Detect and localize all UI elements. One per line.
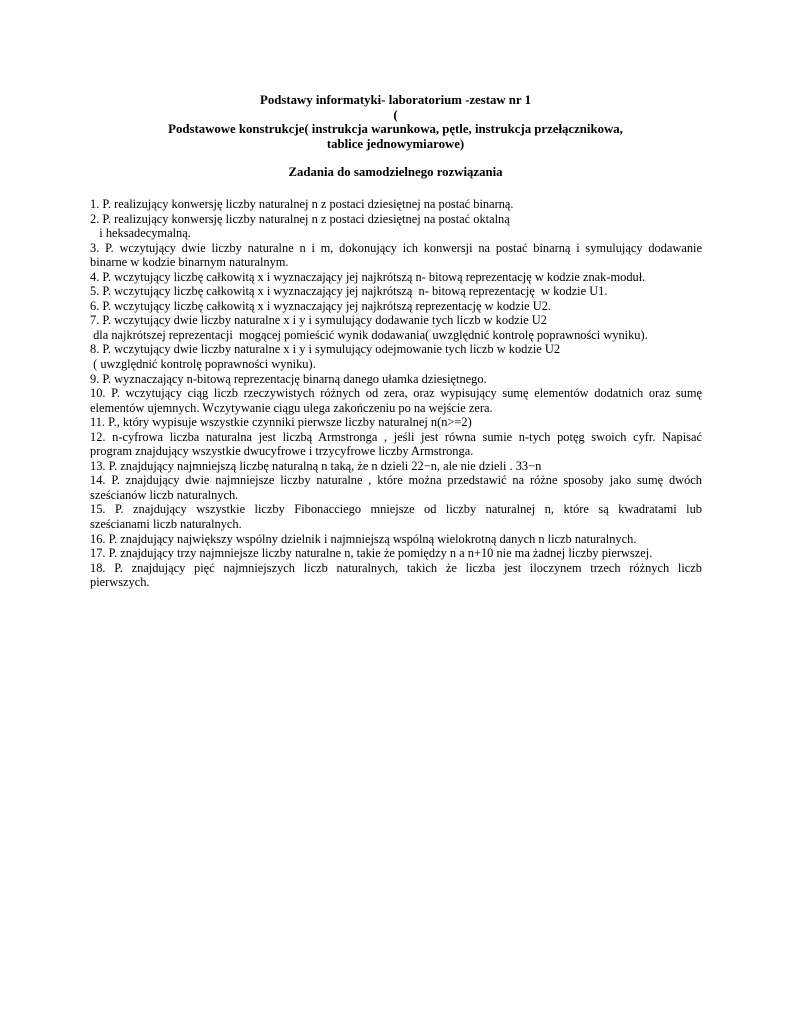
task-line: 12. n-cyfrowa liczba naturalna jest liczbą Armstronga , jeśli jest równa sumie n-tych potęg swoich cyfr. Napisać: [90, 429, 702, 444]
task-line: 2. P. realizujący konwersję liczby naturalnej n z postaci dziesiętnej na postać oktalną: [90, 211, 510, 226]
task-list: [90, 197, 702, 590]
task-line: 9. P. wyznaczający n-bitową reprezentację binarną danego ułamka dziesiętnego.: [90, 371, 487, 386]
task-line: elementów ujemnych. Wczytywanie ciągu ulega zakończeniu po na wejście zera.: [90, 400, 493, 415]
task-line: 5. P. wczytujący liczbę całkowitą x i wyznaczający jej najkrótszą n- bitową reprezentację w kodzie U1.: [90, 284, 608, 299]
task-line: 4. P. wczytujący liczbę całkowitą x i wyznaczający jej najkrótszą n- bitową reprezentację w kodzie znak-moduł.: [90, 269, 646, 284]
header-topics-cont: tablice jednowymiarowe): [326, 136, 465, 151]
task-line: 11. P., który wypisuje wszystkie czynniki pierwsze liczby naturalnej n(n>=2): [90, 415, 472, 430]
header-topics: Podstawowe konstrukcje( instrukcja warunkowa, pętle, instrukcja przełącznikowa,: [168, 122, 623, 136]
task-line: ( uwzględnić kontrolę poprawności wyniku).: [90, 357, 316, 372]
task-line: 18. P. znajdujący pięć najmniejszych liczb naturalnych, takich że liczba jest iloczynem trzech różnych liczb: [90, 560, 702, 575]
document-header: [88, 93, 703, 151]
header-title: Podstawy informatyki- laboratorium -zestaw nr 1: [260, 93, 531, 107]
task-line: 10. P. wczytujący ciąg liczb rzeczywistych różnych od zera, oraz wypisujący sumę elementów dodatnich oraz sumę: [90, 386, 702, 401]
task-line: sześcianów liczb naturalnych.: [90, 487, 239, 502]
task-line: 16. P. znajdujący największy wspólny dzielnik i najmniejszą wspólną wielokrotną danych n liczb naturalnych.: [90, 531, 637, 546]
task-line: 1. P. realizujący konwersję liczby naturalnej n z postaci dziesiętnej na postać binarną.: [90, 197, 514, 211]
header-paren: (: [393, 107, 398, 122]
task-line: 8. P. wczytujący dwie liczby naturalne x i y i symulujący odejmowanie tych liczb w kodzie U2: [90, 342, 561, 357]
task-line: program znajdujący wszystkie dwucyfrowe i trzycyfrowe liczby Armstronga.: [90, 444, 474, 459]
task-line: pierwszych.: [90, 575, 150, 590]
task-line: 3. P. wczytujący dwie liczby naturalne n i m, dokonujący ich konwersji na postać binarną i symulujący dodawanie: [90, 240, 702, 255]
task-line: i heksadecymalną.: [90, 226, 191, 241]
task-line: 6. P. wczytujący liczbę całkowitą x i wyznaczający jej najkrótszą reprezentację w kodzie U2.: [90, 298, 551, 313]
task-line: 13. P. znajdujący najmniejszą liczbę naturalną n taką, że n dzieli 22−n, ale nie dzieli . 33−n: [90, 458, 542, 473]
section-subtitle: Zadania do samodzielnego rozwiązania: [288, 165, 503, 179]
task-line: 17. P. znajdujący trzy najmniejsze liczby naturalne n, takie że pomiędzy n a n+10 nie ma żadnej liczby pierwszej.: [90, 546, 653, 561]
task-line: 14. P. znajdujący dwie najmniejsze liczby naturalne , które można przedstawić na różne sposoby jako sumę dwóch: [90, 473, 702, 488]
task-line: sześcianami liczb naturalnych.: [90, 517, 242, 532]
task-line: binarne w kodzie binarnym naturalnym.: [90, 255, 289, 270]
task-line: 7. P. wczytujący dwie liczby naturalne x i y i symulujący dodawanie tych liczb w kodzie U2: [90, 313, 547, 328]
task-line: dla najkrótszej reprezentacji mogącej pomieścić wynik dodawania( uwzględnić kontrolę poprawności wyniku).: [90, 327, 648, 342]
task-line: 15. P. znajdujący wszystkie liczby Fibonacciego mniejsze od liczby naturalnej n, które są kwadratami lub: [90, 502, 702, 517]
